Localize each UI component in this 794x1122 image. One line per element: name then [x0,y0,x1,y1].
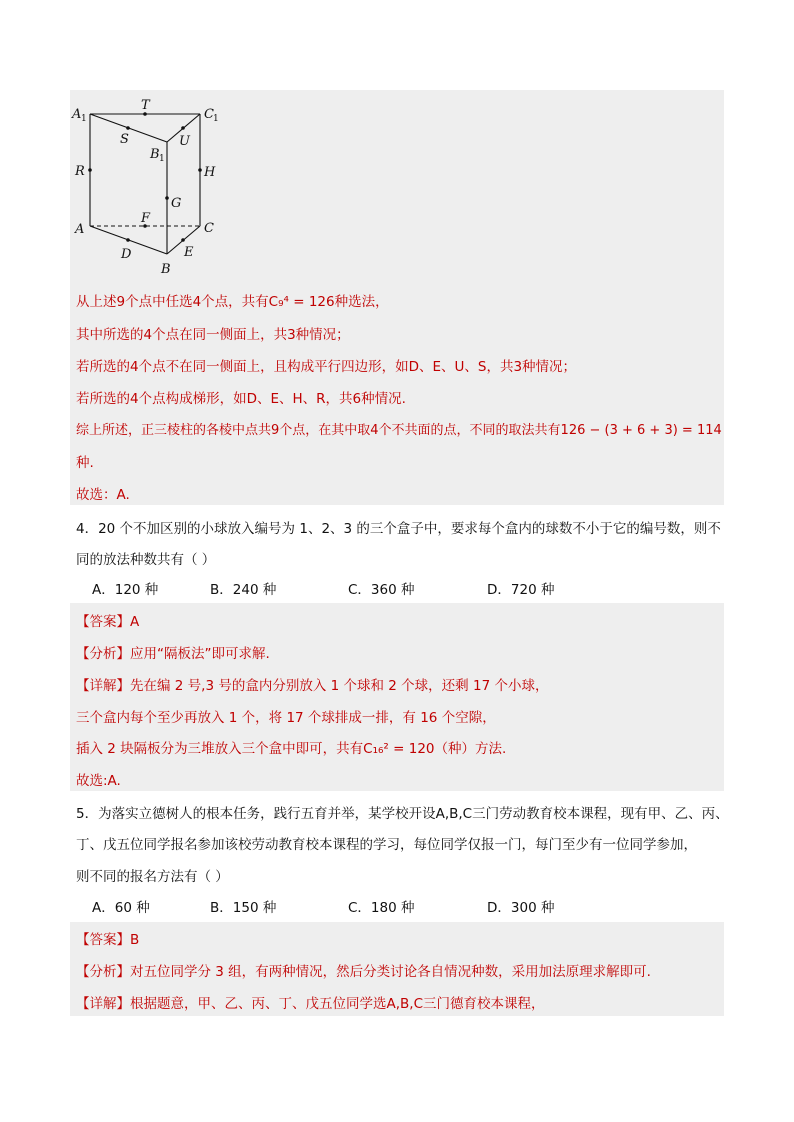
label-u: U [179,134,190,149]
label-a1-sub: 1 [81,114,87,124]
q3-solution-line: 其中所选的4个点在同一侧面上，共3种情况； [76,327,350,343]
label-h: H [204,165,216,180]
label-b: B [161,262,171,277]
q5-stem-line: 5．为落实立德树人的根本任务，践行五育并举，某学校开设A,B,C三门劳动教育校本课程，现有甲、乙、丙、 [76,806,729,822]
q4-detail-line: 故选:A. [76,773,121,789]
q5-answer: 【答案】B [76,932,140,948]
q5-analysis: 【分析】对五位同学分 3 组，有两种情况，然后分类讨论各自情况种数，采用加法原理求解即可. [76,964,651,980]
q3-solution-line: 种. [76,455,94,471]
label-d: D [121,247,132,262]
label-c: C [204,221,214,236]
label-t: T [141,98,150,113]
q4-option-c: C．360 种 [348,582,415,598]
q5-stem-line: 丁、戊五位同学报名参加该校劳动教育校本课程的学习，每位同学仅报一门，每门至少有一位同学参加， [76,837,697,853]
q3-solution-line: 从上述9个点中任选4个点，共有C₉⁴ = 126种选法， [76,294,389,310]
label-r: R [75,164,85,179]
q4-option-d: D．720 种 [487,582,555,598]
q4-detail-line: 插入 2 块隔板分为三堆放入三个盒中即可，共有C₁₆² = 120（种）方法. [76,741,507,757]
q4-analysis: 【分析】应用“隔板法”即可求解. [76,646,270,662]
q3-solution-line: 若所选的4个点不在同一侧面上，且构成平行四边形，如D、E、U、S，共3种情况； [76,359,577,375]
triangular-prism-figure [70,92,230,282]
q3-solution-line: 综上所述，正三棱柱的各棱中点共9个点，在其中取4个不共面的点，不同的取法共有126 − (3 + 6 + 3) = 114 [76,423,722,438]
label-c1-sub: 1 [213,114,219,124]
q5-stem-line: 则不同的报名方法有（ ） [76,869,229,885]
q4-option-b: B．240 种 [210,582,277,598]
q5-option-c: C．180 种 [348,900,415,916]
q3-solution-line: 故选：A. [76,487,130,503]
q4-detail-line: 【详解】先在编 2 号,3 号的盒内分别放入 1 个球和 2 个球，还剩 17 个小球， [76,678,549,694]
label-e: E [184,245,194,260]
label-a: A [75,222,85,237]
q4-answer: 【答案】A [76,614,140,630]
label-b1-sub: 1 [159,154,165,164]
q4-stem-line: 4．20 个不加区别的小球放入编号为 1、2、3 的三个盒子中，要求每个盒内的球数不小于它的编号数，则不 [76,521,721,537]
q5-option-d: D．300 种 [487,900,555,916]
label-f: F [141,211,151,226]
solution-panel-q4 [70,603,724,791]
label-g: G [171,196,182,211]
q4-detail-line: 三个盒内每个至少再放入 1 个，将 17 个球排成一排，有 16 个空隙， [76,710,496,726]
label-b1: B [150,147,160,162]
q5-option-a: A．60 种 [92,900,150,916]
label-a1: A [72,107,82,122]
label-c1: C [204,107,214,122]
q5-detail-line: 【详解】根据题意，甲、乙、丙、丁、戊五位同学选A,B,C三门德育校本课程， [76,996,545,1012]
q3-solution-line: 若所选的4个点构成梯形，如D、E、H、R，共6种情况. [76,391,406,407]
q4-stem-line: 同的放法种数共有（ ） [76,552,216,568]
label-s: S [120,132,129,147]
q4-option-a: A．120 种 [92,582,159,598]
q5-option-b: B．150 种 [210,900,277,916]
